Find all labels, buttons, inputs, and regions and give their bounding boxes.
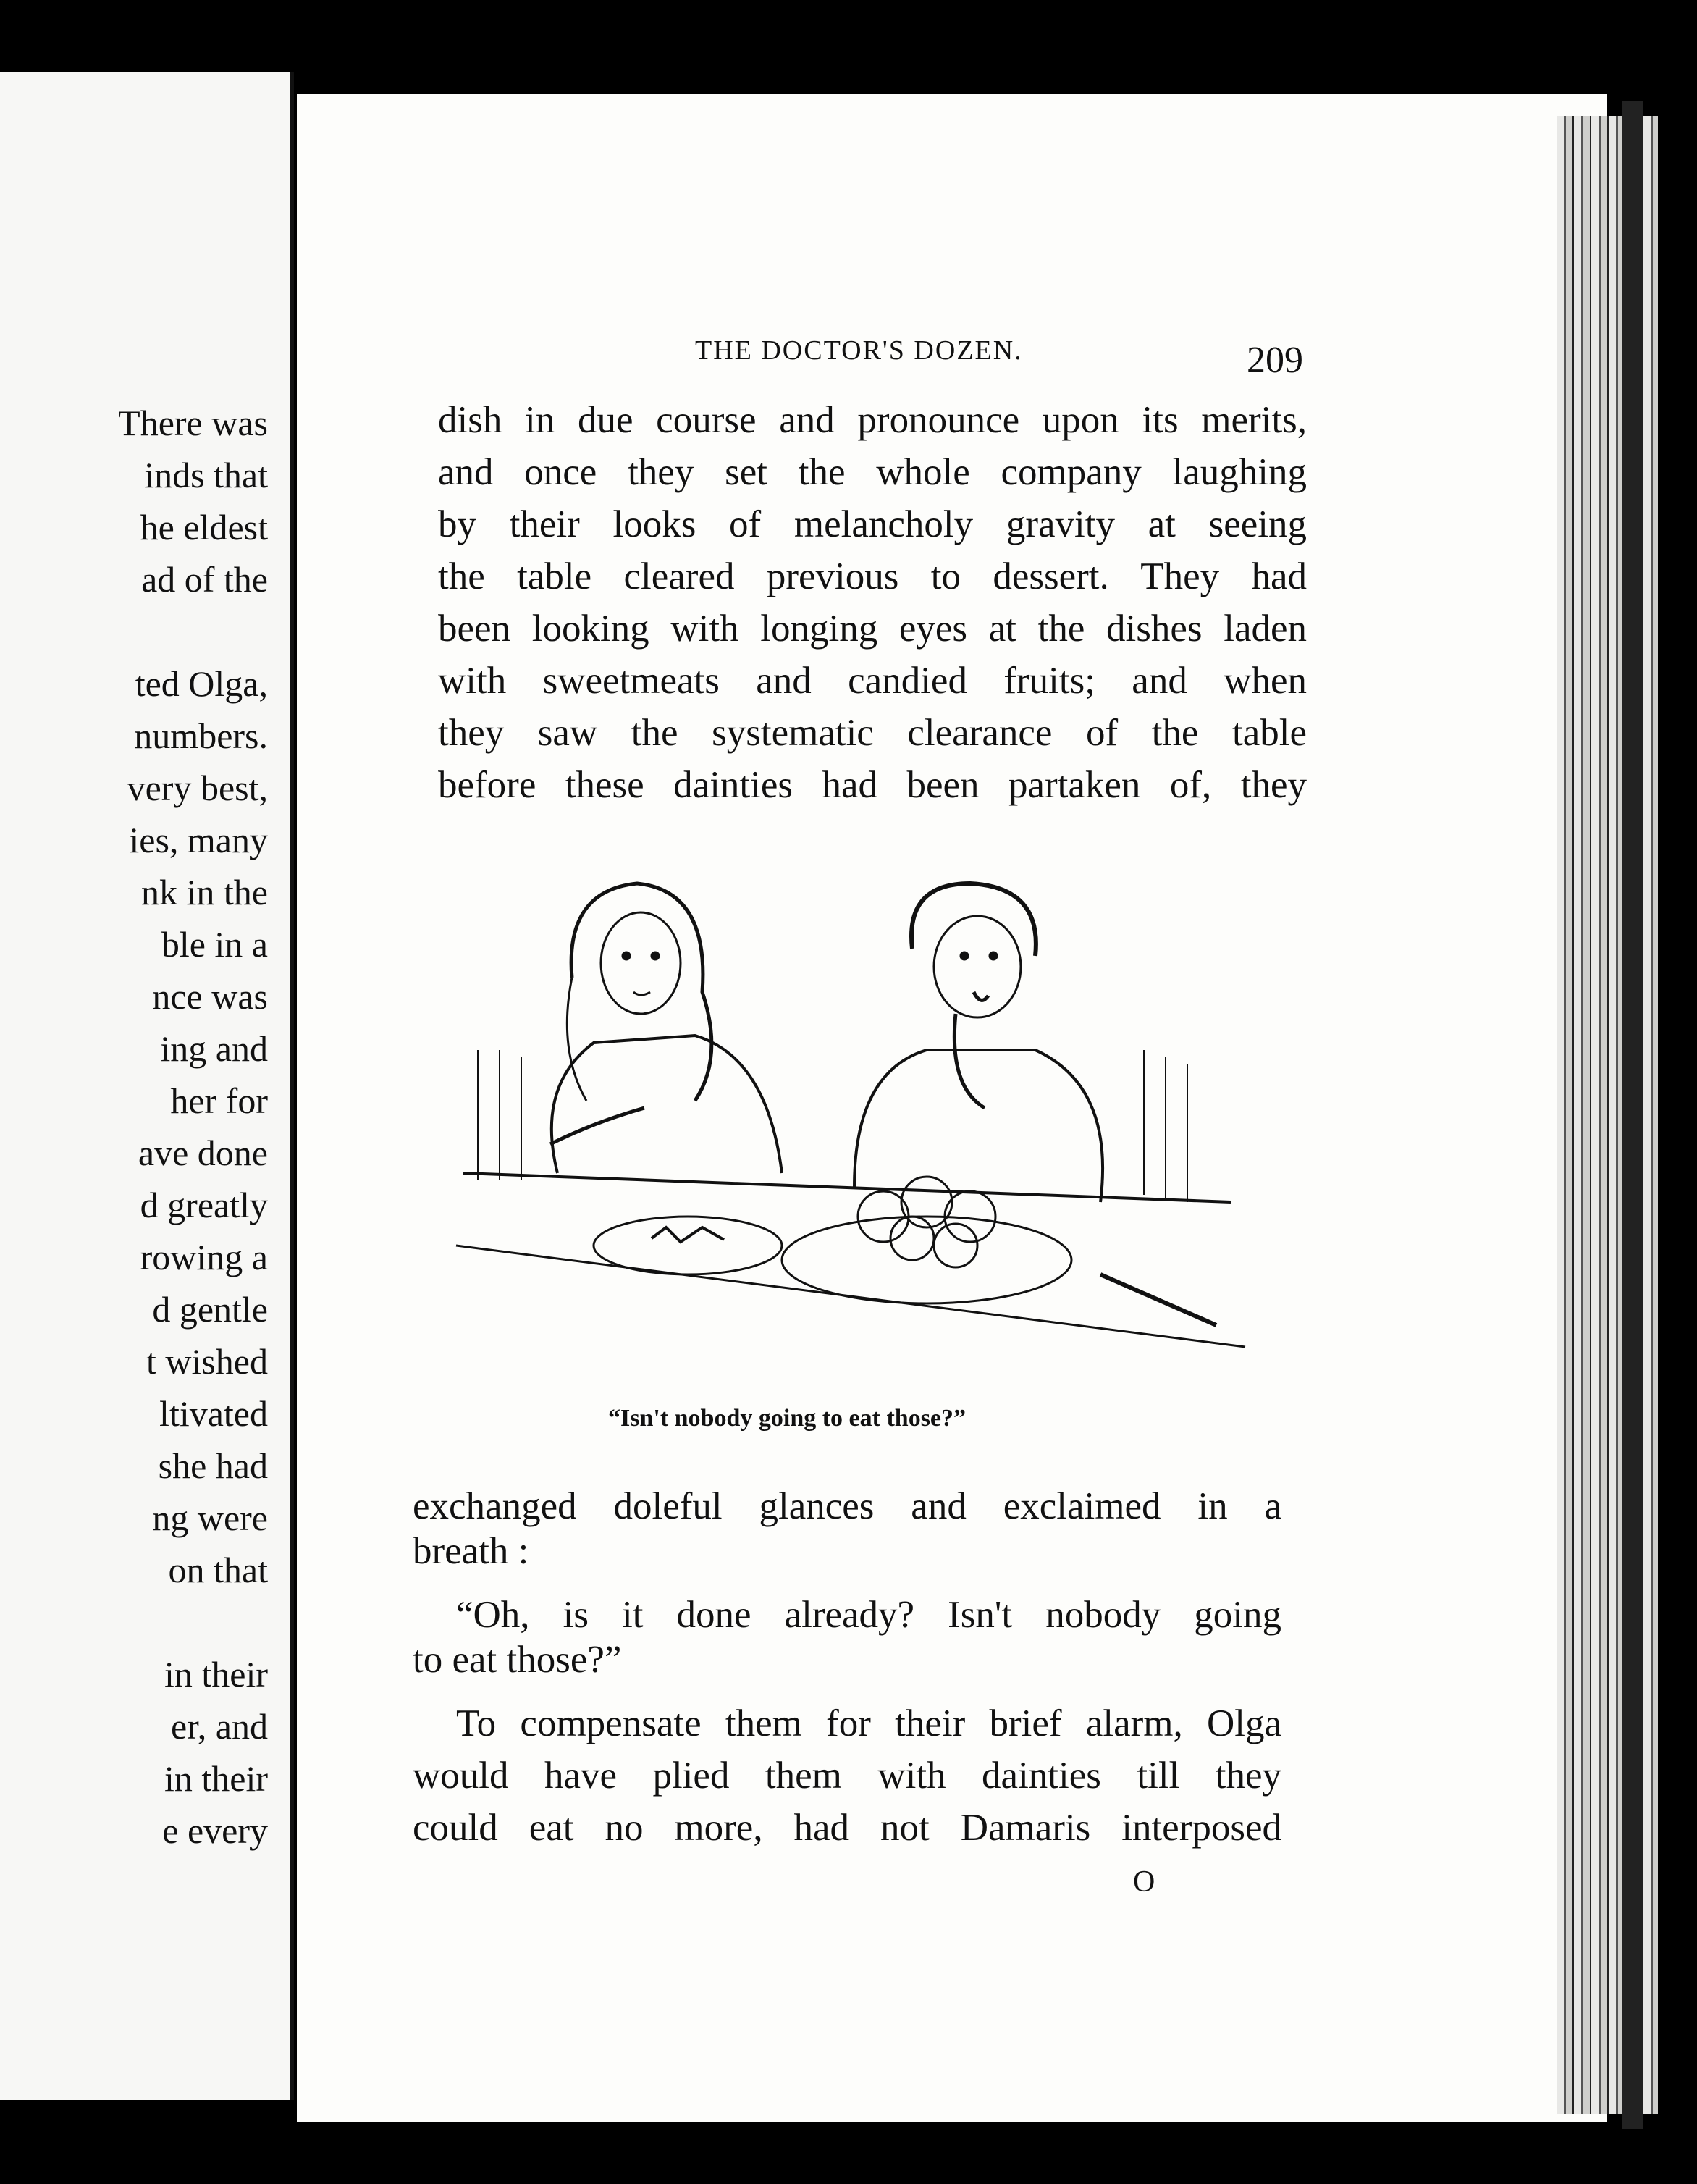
left-page-line: e every <box>162 1810 268 1851</box>
left-page-line: er, and <box>170 1706 268 1747</box>
left-page-line: t wished <box>146 1341 268 1382</box>
left-page-line: numbers. <box>134 715 268 756</box>
body-line: by their looks of melancholy gravity at seeing <box>438 503 1307 545</box>
left-page-line: d greatly <box>140 1185 268 1225</box>
body-line: “Oh, is it done already? Isn't nobody going <box>456 1594 1281 1636</box>
left-page <box>0 72 294 2100</box>
page-number: 209 <box>1247 340 1303 381</box>
left-page-line: her for <box>170 1080 268 1121</box>
left-page-line: nk in the <box>141 872 268 912</box>
left-page-line: inds that <box>144 455 268 495</box>
left-page-line: ad of the <box>141 559 268 600</box>
body-line: dish in due course and pronounce upon its merits, <box>438 399 1307 441</box>
body-line: to eat those?” <box>413 1639 622 1681</box>
left-page-line: ted Olga, <box>135 663 268 704</box>
body-line: would have plied them with dainties till they <box>413 1755 1281 1797</box>
illustration-children-at-table-icon <box>449 869 1252 1376</box>
body-line: breath : <box>413 1530 529 1572</box>
left-page-line: in their <box>164 1654 268 1694</box>
left-page-line: ble in a <box>161 924 268 965</box>
body-line: and once they set the whole company laughing <box>438 451 1307 493</box>
left-page-line: ave done <box>138 1133 268 1173</box>
body-line: with sweetmeats and candied fruits; and when <box>438 660 1307 702</box>
left-page-line: There was <box>118 403 268 443</box>
illustration-drawing <box>449 869 1252 1376</box>
left-page-line: ing and <box>160 1028 268 1069</box>
left-page-line: very best, <box>127 768 268 808</box>
left-page-line: d gentle <box>152 1289 268 1330</box>
left-page-line: ltivated <box>159 1393 268 1434</box>
book-spine-edge <box>1622 101 1643 2129</box>
body-line: they saw the systematic clearance of the table <box>438 712 1307 754</box>
illustration-caption: “Isn't nobody going to eat those?” <box>608 1405 967 1432</box>
left-page-line: ies, many <box>129 820 268 860</box>
body-line: exchanged doleful glances and exclaimed in a <box>413 1485 1281 1527</box>
left-page-line: in their <box>164 1758 268 1799</box>
left-page-line: on that <box>168 1550 268 1590</box>
body-line: To compensate them for their brief alarm, Olga <box>456 1702 1281 1744</box>
left-page-line: nce was <box>152 976 268 1017</box>
running-head: THE DOCTOR'S DOZEN. <box>695 335 1023 366</box>
left-page-line: she had <box>158 1445 268 1486</box>
left-page-line: ng were <box>152 1498 268 1538</box>
left-page-line: he eldest <box>140 507 268 547</box>
body-line: the table cleared previous to dessert. They had <box>438 555 1307 597</box>
body-line: been looking with longing eyes at the dishes laden <box>438 608 1307 650</box>
left-page-line: rowing a <box>140 1237 268 1277</box>
body-line: could eat no more, had not Damaris interposed <box>413 1807 1281 1849</box>
body-line: before these dainties had been partaken of, they <box>438 764 1307 806</box>
signature-mark: O <box>1133 1865 1155 1899</box>
